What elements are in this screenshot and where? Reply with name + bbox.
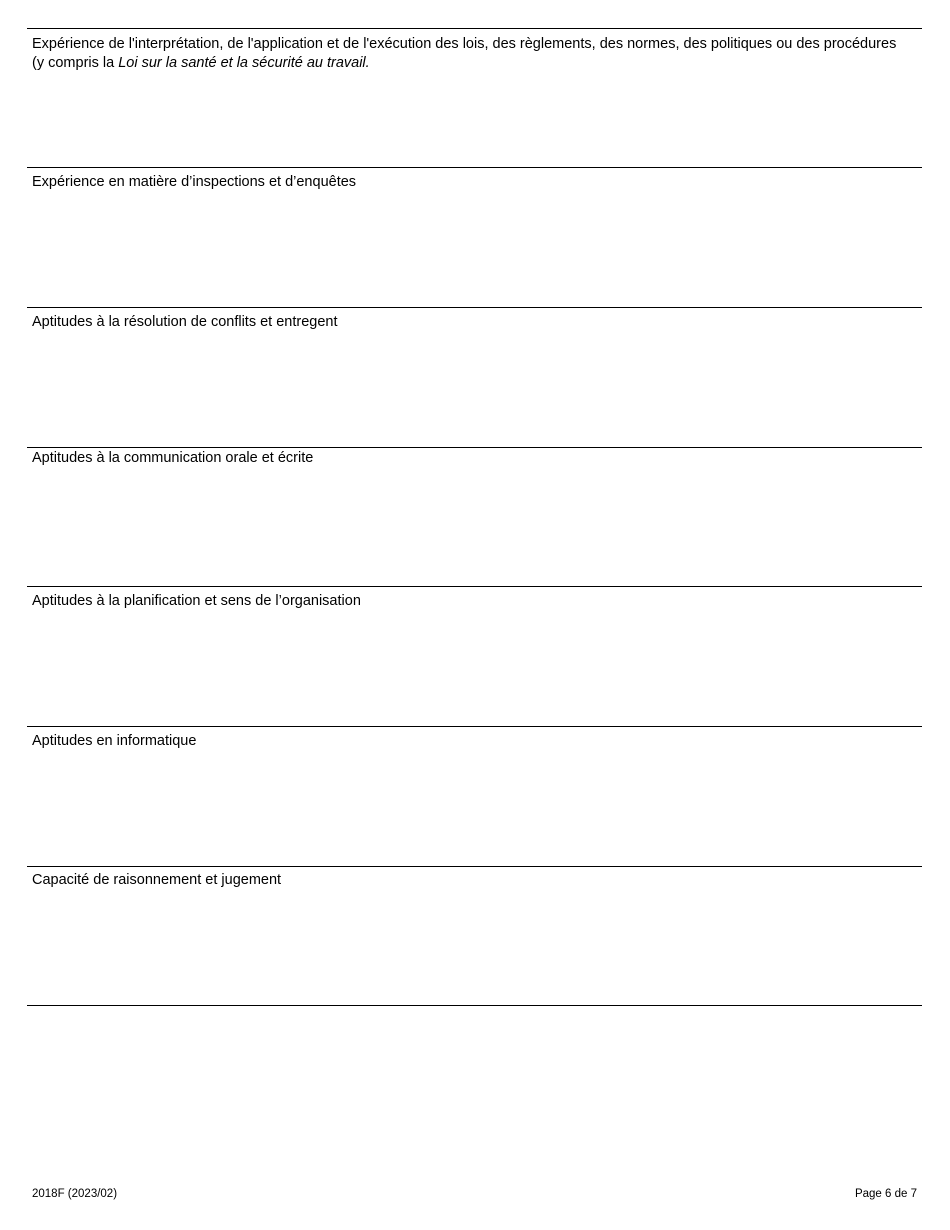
response-field-informatique[interactable] xyxy=(27,753,922,865)
section-divider xyxy=(27,28,922,29)
section-divider xyxy=(27,726,922,727)
section-divider xyxy=(27,447,922,448)
section-label-informatique: Aptitudes en informatique xyxy=(32,733,197,749)
response-field-communication[interactable] xyxy=(27,470,922,585)
section-divider xyxy=(27,167,922,168)
section-divider xyxy=(27,866,922,867)
section-label-experience-interpretation xyxy=(32,35,912,73)
section-label-inspections-enquetes: Expérience en matière d’inspections et d’enquêtes xyxy=(32,174,357,190)
section-label-raisonnement-jugement: Capacité de raisonnement et jugement xyxy=(32,872,282,888)
label-text: Expérience de l'interprétation, de l'application et de l'exécution des lois, des règlements, des normes, des politiques ou des procédures (y compris la xyxy=(32,36,897,71)
section-label-planification: Aptitudes à la planification et sens de l’organisation xyxy=(32,593,361,609)
section-divider xyxy=(27,586,922,587)
response-field-raisonnement-jugement[interactable] xyxy=(27,892,922,1004)
response-field-resolution-conflits[interactable] xyxy=(27,334,922,446)
form-number: 2018F (2023/02) xyxy=(32,1188,118,1200)
page-number: Page 6 de 7 xyxy=(854,1188,917,1200)
section-label-resolution-conflits: Aptitudes à la résolution de conflits et entregent xyxy=(32,314,338,330)
section-divider xyxy=(27,307,922,308)
label-italic-law-title: Loi sur la santé et la sécurité au travail. xyxy=(118,55,370,71)
section-divider xyxy=(27,1005,922,1006)
response-field-experience-interpretation[interactable] xyxy=(27,74,922,166)
response-field-planification[interactable] xyxy=(27,613,922,725)
response-field-inspections-enquetes[interactable] xyxy=(27,194,922,306)
section-label-communication: Aptitudes à la communication orale et écrite xyxy=(32,450,314,466)
